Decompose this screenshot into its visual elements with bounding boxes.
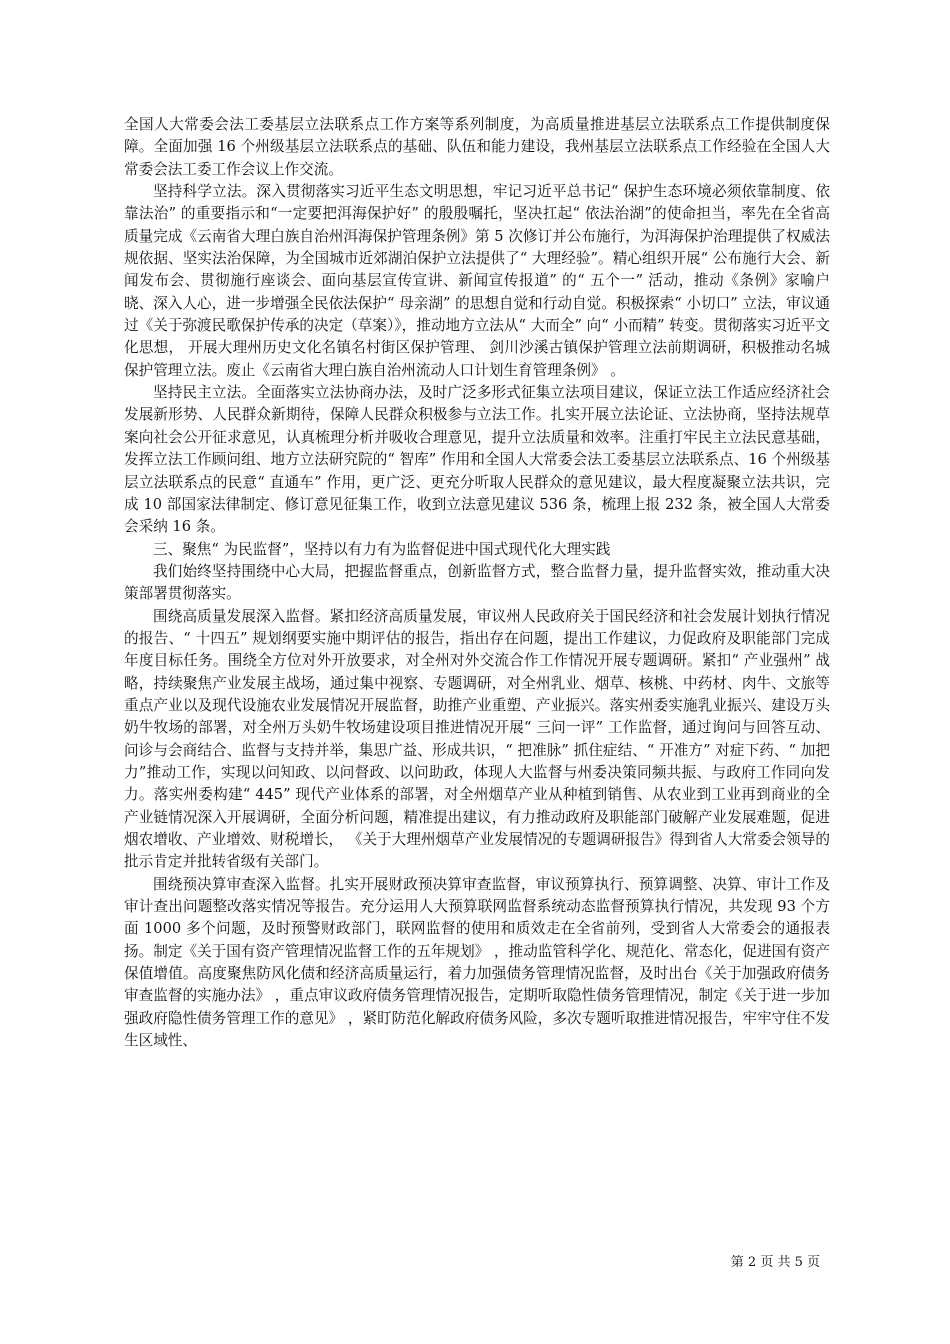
document-body	[124, 114, 830, 1052]
paragraph-supervision-intro: 我们始终坚持围绕中心大局，把握监督重点，创新监督方式，整合监督力量，提升监督实效，推动重大决策部署贯彻落实。	[124, 562, 830, 603]
paragraph-continuation: 全国人大常委会法工委基层立法联系点工作方案等系列制度，为高质量推进基层立法联系点工作提供制度保障。全面加强 16 个州级基层立法联系点的基础、队伍和能力建设，我州基层立法联系点工作经验在全国人大常委会法工委工作会议上作交流。	[124, 116, 830, 178]
paragraph-budget-supervision: 围绕预决算审查深入监督。扎实开展财政预决算审查监督，审议预算执行、预算调整、决算、审计工作及审计查出问题整改落实情况等报告。充分运用人大预算联网监督系统动态监督预算执行情况，共发现 93 个方面 1000 多个问题，及时预警财政部门，联网监督的使用和质效走在全省前列，受到省人大常委会的通报表扬。制定《关于国有资产管理情况监督工作的五年规划》 ，推动监管科学化、规范化、常态化，促进国有资产保值增值。高度聚焦防风化债和经济高质量运行，着力加强债务管理情况监督，及时出台《关于加强政府债务审查监督的实施办法》 ，重点审议政府债务管理情况报告，定期听取隐性债务管理情况，制定《关于进一步加强政府隐性债务管理工作的意见》 ，紧盯防范化解政府债务风险，多次专题听取推进情况报告，牢牢守住不发生区域性、	[124, 875, 830, 1050]
paragraph-scientific-legislation: 坚持科学立法。深入贯彻落实习近平生态文明思想，牢记习近平总书记“ 保护生态环境必须依靠制度、依靠法治” 的重要指示和“一定要把洱海保护好” 的殷殷嘱托，坚决扛起“ 依法治湖”的使命担当，率先在全省高质量完成《云南省大理白族自治州洱海保护管理条例》第 5 次修订并公布施行，为洱海保护治理提供了权威法规依据、坚实法治保障，为全国城市近郊湖泊保护立法提供了“ 大理经验”。精心组织开展“ 公布施行大会、新闻发布会、贯彻施行座谈会、面向基层宣传宣讲、新闻宣传报道” 的“ 五个一” 活动，推动《条例》家喻户晓、深入人心，进一步增强全民依法保护“ 母亲湖” 的思想自觉和行动自觉。积极探索“ 小切口” 立法，审议通过《关于弥渡民歌保护传承的决定（草案）》，推动地方立法从“ 大而全” 向“ 小而精” 转变。贯彻落实习近平文化思想， 开展大理州历史文化名镇名村街区保护管理、 剑川沙溪古镇保护管理立法前期调研，积极推动名城保护管理立法。废止《云南省大理白族自治州流动人口计划生育管理条例》 。	[124, 183, 830, 379]
section-heading: 三、聚焦“ 为民监督”，坚持以有力有为监督促进中国式现代化大理实践	[153, 540, 611, 558]
paragraph-democratic-legislation: 坚持民主立法。全面落实立法协商办法，及时广泛多形式征集立法项目建议，保证立法工作适应经济社会发展新形势、人民群众新期待，保障人民群众积极参与立法工作。扎实开展立法论证、立法协商，坚持法规草案向社会公开征求意见，认真梳理分析并吸收合理意见，提升立法质量和效率。注重打牢民主立法民意基础，发挥立法工作顾问组、地方立法研究院的“ 智库” 作用和全国人大常委会法工委基层立法联系点、16 个州级基层立法联系点的民意“ 直通车” 作用，更广泛、更充分听取人民群众的意见建议，最大程度凝聚立法共识，完成 10 部国家法律制定、修订意见征集工作，收到立法意见建议 536 条，梳理上报 232 条，被全国人大常委会采纳 16 条。	[124, 384, 830, 536]
paragraph-development-supervision: 围绕高质量发展深入监督。紧扣经济高质量发展，审议州人民政府关于国民经济和社会发展计划执行情况的报告、“ 十四五” 规划纲要实施中期评估的报告，指出存在问题，提出工作建议，力促政府及职能部门完成年度目标任务。围绕全方位对外开放要求，对全州对外交流合作工作情况开展专题调研。紧扣“ 产业强州” 战略，持续聚焦产业发展主战场，通过集中视察、专题调研，对全州乳业、烟草、核桃、中药材、肉牛、文旅等重点产业以及现代设施农业发展情况开展监督，助推产业重塑、产业振兴。落实州委实施乳业振兴、建设万头奶牛牧场的部署，对全州万头奶牛牧场建设项目推进情况开展“ 三问一评” 工作监督，通过询问与回答互动、问诊与会商结合、监督与支持并举，集思广益、形成共识，“ 把准脉” 抓住症结、“ 开准方” 对症下药、“ 加把力”推动工作，实现以问知政、以问督政、以问助政，体现人大监督与州委决策同频共振、与政府工作同向发力。落实州委构建“ 445” 现代产业体系的部署，对全州烟草产业从种植到销售、从农业到工业再到商业的全产业链情况深入开展调研，全面分析问题，精准提出建议，有力推动政府及职能部门破解产业发展难题，促进烟农增收、产业增效、财税增长， 《关于大理州烟草产业发展情况的专题调研报告》得到省人大常委会领导的批示肯定并批转省级有关部门。	[124, 607, 830, 871]
page-number-footer: 第 2 页 共 5 页	[730, 1255, 820, 1270]
